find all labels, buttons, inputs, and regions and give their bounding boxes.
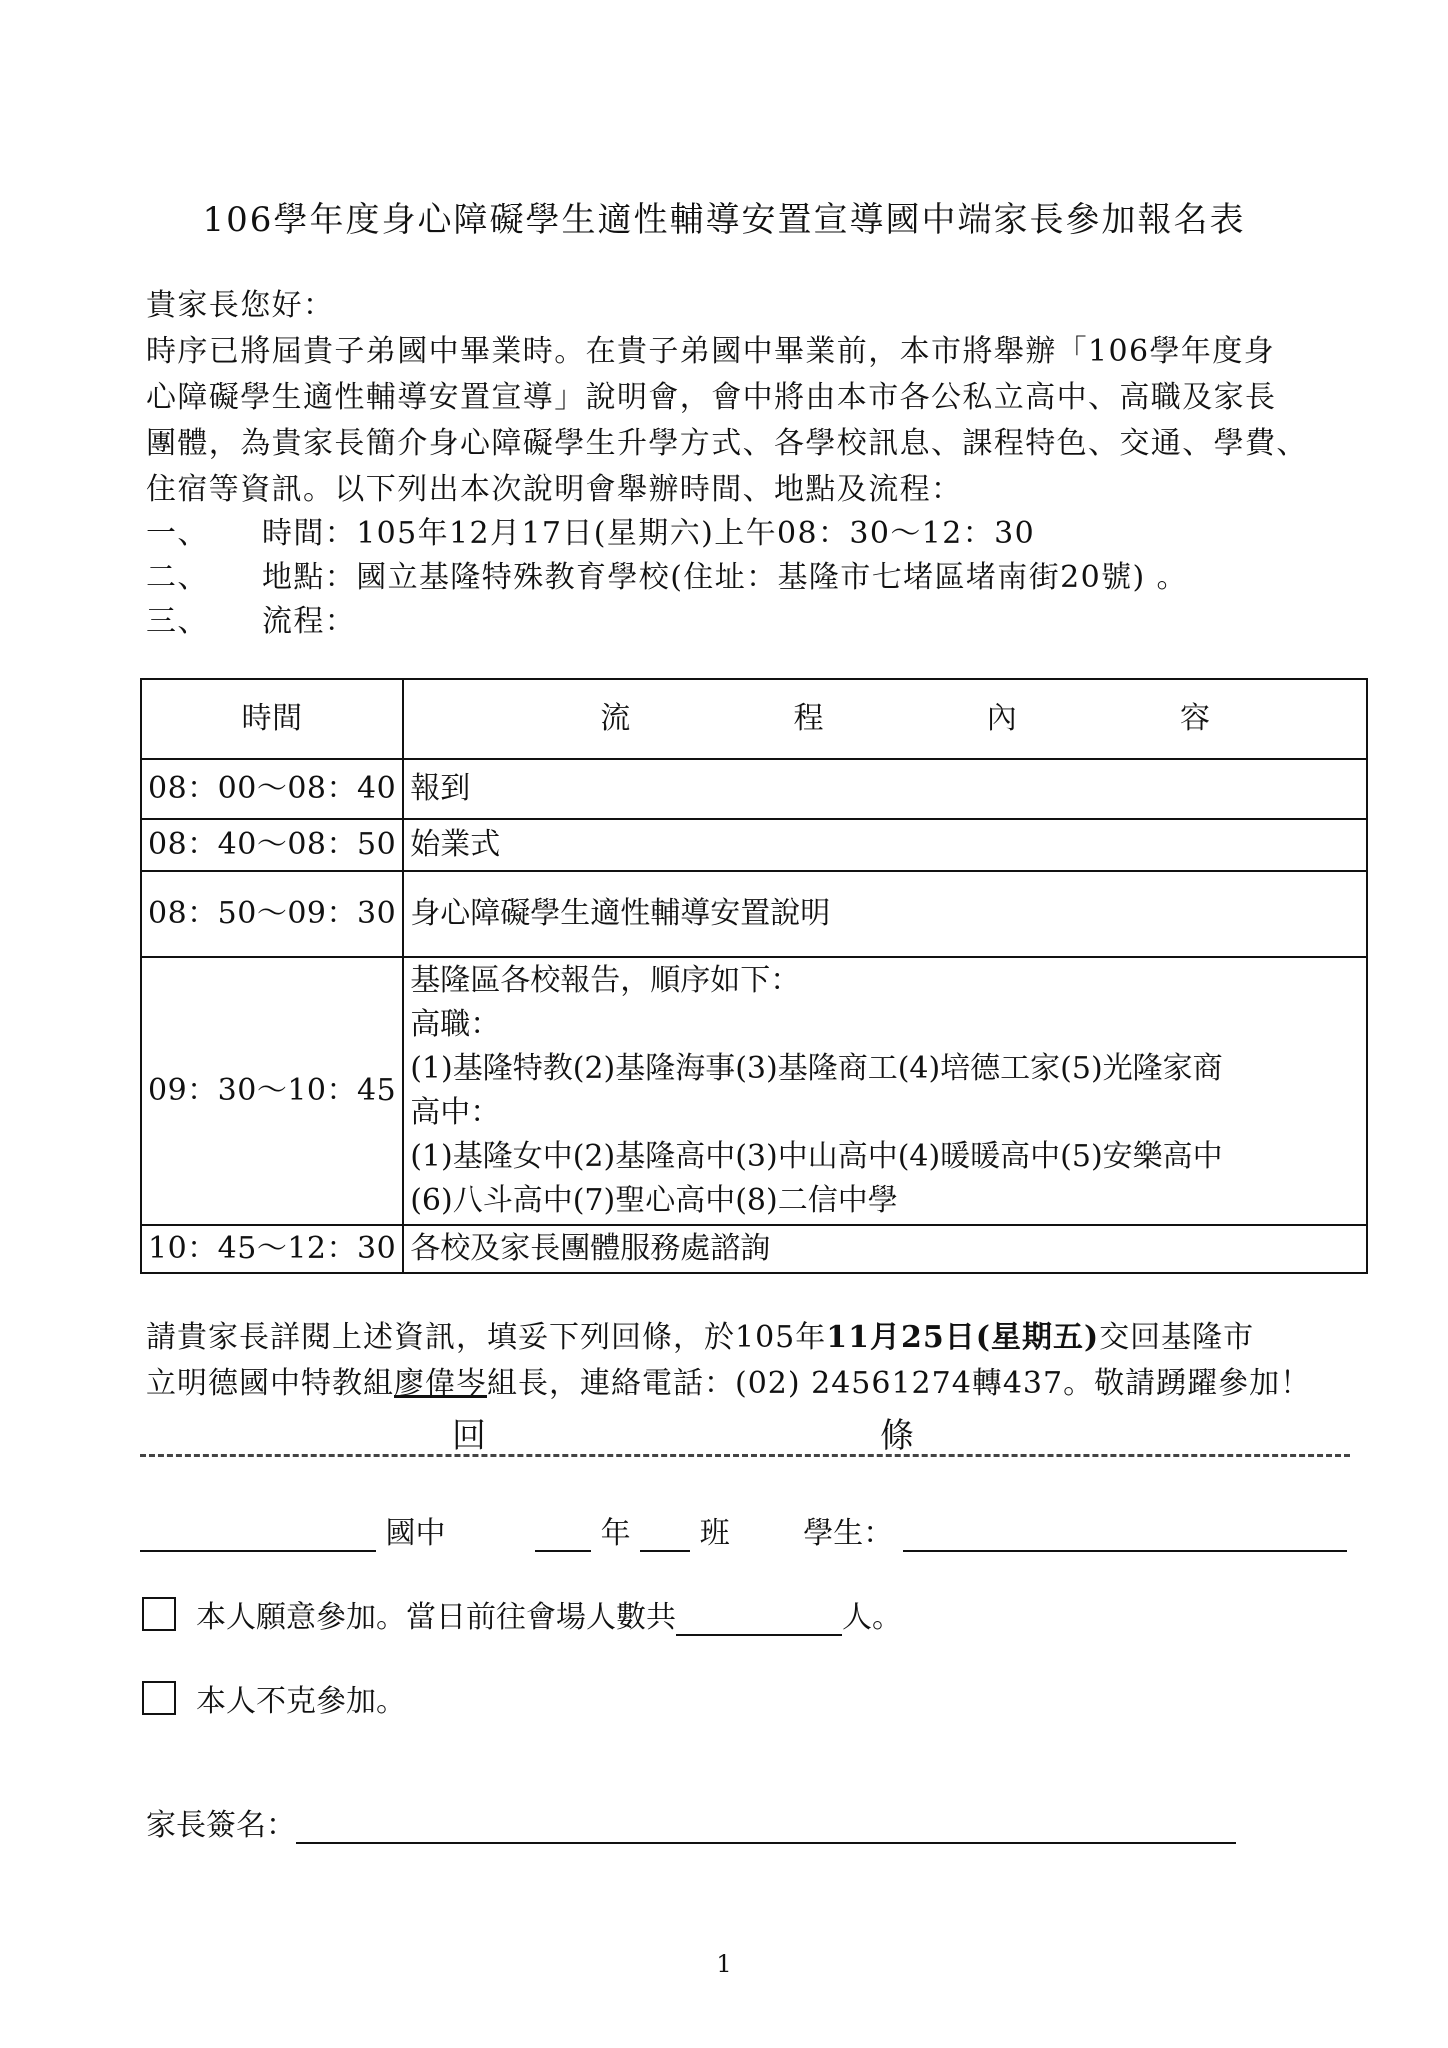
item-time bbox=[146, 508, 1035, 552]
item-number: 二、 bbox=[146, 560, 209, 595]
item-number: 一、 bbox=[146, 516, 209, 551]
class-label: 班 bbox=[699, 1516, 730, 1551]
schedule-table bbox=[140, 678, 1368, 1274]
header-flow-char: 流 bbox=[600, 701, 631, 736]
item-text: 流程： bbox=[262, 604, 357, 639]
school-label: 國中 bbox=[385, 1516, 446, 1551]
header-flow-char: 內 bbox=[986, 701, 1017, 736]
intro-line-4: 住宿等資訊。以下列出本次說明會舉辦時間、地點及流程： bbox=[146, 472, 963, 507]
grade-field[interactable] bbox=[535, 1520, 591, 1552]
item-text: 地點：國立基隆特殊教育學校(住址：基隆市七堵區堵南街20號) 。 bbox=[262, 560, 1188, 595]
row-content: 身心障礙學生適性輔導安置說明 bbox=[403, 871, 1367, 957]
page-number: 1 bbox=[716, 1950, 732, 1978]
notice-text: 請貴家長詳閱上述資訊，填妥下列回條，於105年 bbox=[146, 1320, 827, 1355]
option-decline bbox=[142, 1676, 406, 1720]
row-content: 報到 bbox=[403, 759, 1367, 819]
table-row bbox=[141, 759, 1367, 819]
attend-label: 本人願意參加。當日前往會場人數共 bbox=[196, 1600, 676, 1635]
item-location bbox=[146, 552, 1188, 596]
school-name-field[interactable] bbox=[140, 1520, 376, 1552]
notice-text: 交回基隆市 bbox=[1099, 1320, 1255, 1355]
grade-label: 年 bbox=[600, 1516, 631, 1551]
intro-line-1: 時序已將屆貴子弟國中畢業時。在貴子弟國中畢業前，本市將舉辦「106學年度身 bbox=[146, 334, 1276, 369]
table-row bbox=[141, 957, 1367, 1225]
row-time: 08：00～08：40 bbox=[141, 759, 403, 819]
intro-line-2: 心障礙學生適性輔導安置宣導」說明會，會中將由本市各公私立高中、高職及家長 bbox=[146, 380, 1277, 415]
item-number: 三、 bbox=[146, 604, 209, 639]
signature-label: 家長簽名： bbox=[146, 1808, 296, 1843]
row-time: 10：45～12：30 bbox=[141, 1225, 403, 1273]
student-name-field[interactable] bbox=[903, 1520, 1347, 1552]
row-time: 09：30～10：45 bbox=[141, 957, 403, 1225]
deadline-date: 11月25日(星期五) bbox=[826, 1320, 1100, 1355]
row-time: 08：40～08：50 bbox=[141, 819, 403, 871]
header-flow-char: 容 bbox=[1180, 701, 1210, 736]
content-line: 高職： bbox=[410, 1007, 501, 1042]
header-flow-char: 程 bbox=[793, 701, 824, 736]
option-attend bbox=[142, 1592, 902, 1636]
header-time: 時間 bbox=[141, 679, 403, 759]
notice-line-1 bbox=[146, 1312, 1254, 1356]
signature-row bbox=[146, 1800, 1236, 1844]
table-row bbox=[141, 871, 1367, 957]
notice-text: 立明德國中特教組 bbox=[146, 1366, 394, 1401]
row-content: 各校及家長團體服務處諮詢 bbox=[403, 1225, 1367, 1273]
table-row bbox=[141, 1225, 1367, 1273]
attend-unit: 人。 bbox=[842, 1600, 902, 1635]
header-flow bbox=[403, 679, 1367, 759]
contact-name: 廖偉岑 bbox=[394, 1366, 487, 1401]
student-label: 學生： bbox=[803, 1516, 894, 1551]
attend-checkbox[interactable] bbox=[142, 1597, 176, 1631]
intro-line-3: 團體，為貴家長簡介身心障礙學生升學方式、各學校訊息、課程特色、交通、學費、 bbox=[146, 426, 1308, 461]
content-line: 基隆區各校報告，順序如下： bbox=[410, 963, 801, 998]
reply-heading-hui: 回 bbox=[452, 1416, 486, 1456]
decline-label: 本人不克參加。 bbox=[196, 1684, 406, 1719]
document-title: 106學年度身心障礙學生適性輔導安置宣導國中端家長參加報名表 bbox=[202, 200, 1246, 240]
item-text: 時間：105年12月17日(星期六)上午08：30～12：30 bbox=[262, 516, 1036, 551]
signature-field[interactable] bbox=[296, 1812, 1236, 1844]
content-line: (1)基隆女中(2)基隆高中(3)中山高中(4)暖暖高中(5)安樂高中 bbox=[410, 1139, 1223, 1174]
row-content bbox=[403, 957, 1367, 1225]
row-content: 始業式 bbox=[403, 819, 1367, 871]
decline-checkbox[interactable] bbox=[142, 1681, 176, 1715]
table-header-row bbox=[141, 679, 1367, 759]
class-field[interactable] bbox=[640, 1520, 690, 1552]
row-time: 08：50～09：30 bbox=[141, 871, 403, 957]
table-row bbox=[141, 819, 1367, 871]
reply-heading-tiao: 條 bbox=[880, 1416, 914, 1456]
student-info-row bbox=[140, 1508, 1347, 1552]
item-flow bbox=[146, 596, 356, 640]
attendee-count-field[interactable] bbox=[676, 1604, 842, 1636]
cut-line bbox=[140, 1454, 1350, 1457]
content-line: (1)基隆特教(2)基隆海事(3)基隆商工(4)培德工家(5)光隆家商 bbox=[410, 1051, 1223, 1086]
content-line: 高中： bbox=[410, 1095, 501, 1130]
notice-text: 組長，連絡電話：(02) 24561274轉437。敬請踴躍參加！ bbox=[487, 1366, 1312, 1401]
notice-line-2 bbox=[146, 1358, 1311, 1402]
greeting: 貴家長您好： bbox=[146, 288, 335, 323]
content-line: (6)八斗高中(7)聖心高中(8)二信中學 bbox=[410, 1183, 898, 1218]
